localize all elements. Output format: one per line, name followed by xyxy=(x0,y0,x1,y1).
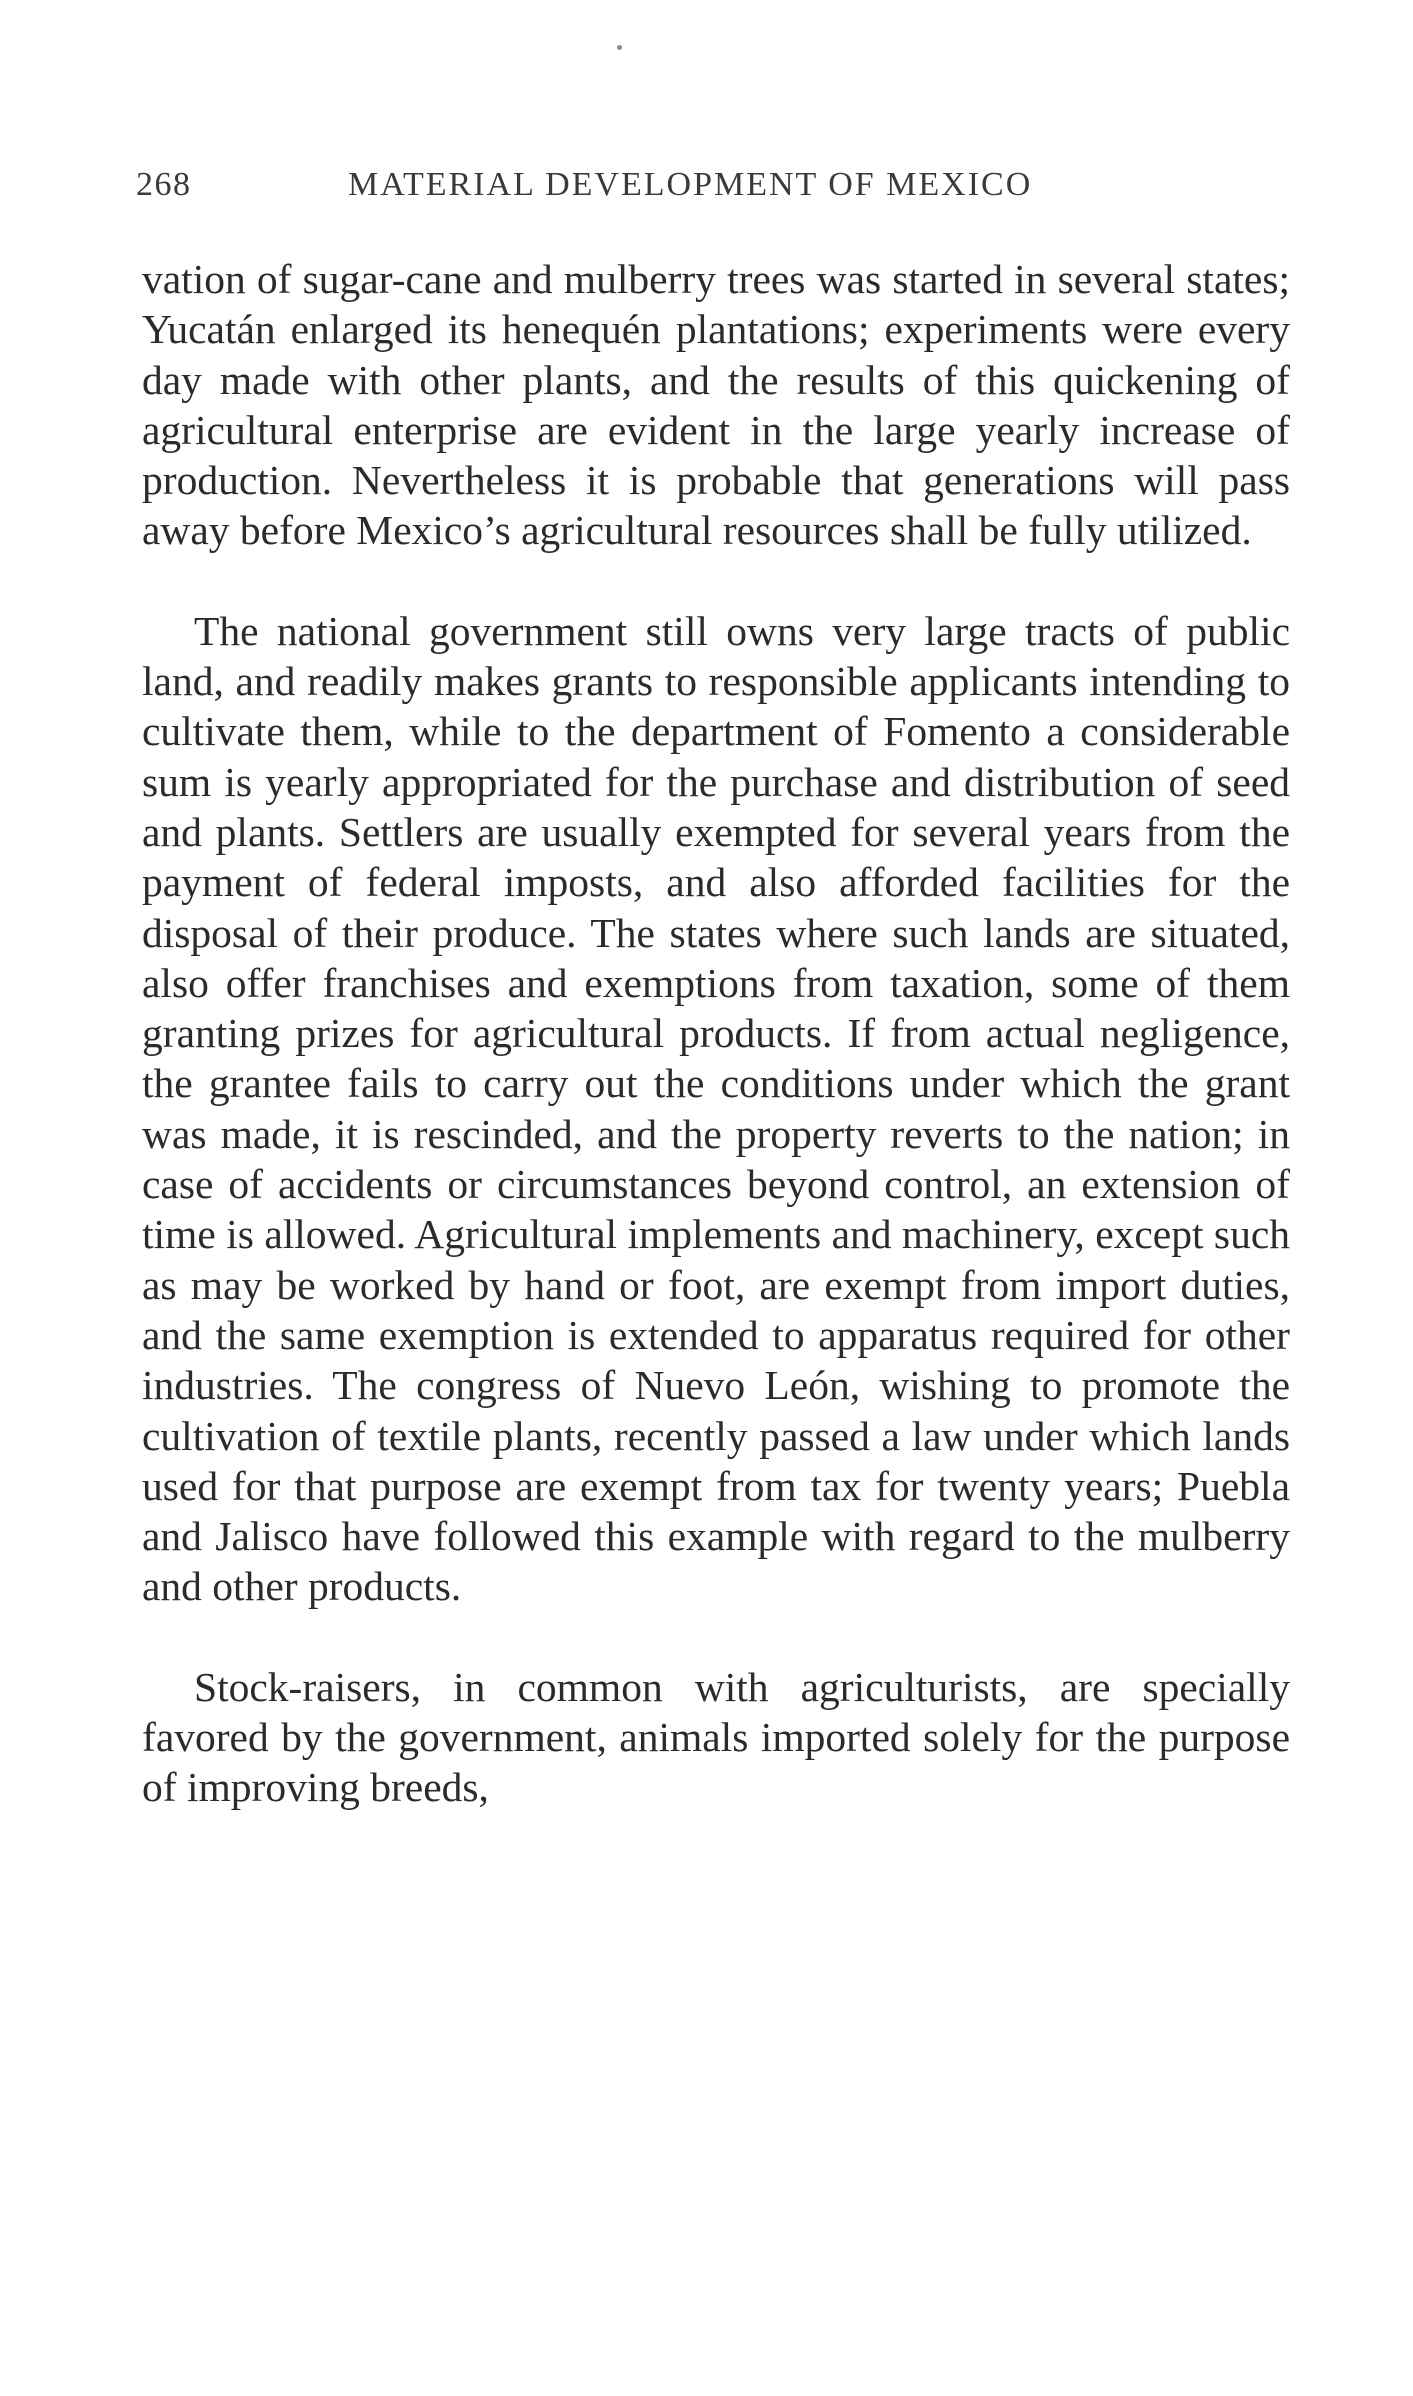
book-title: MATERIAL DEVELOPMENT OF MEXICO xyxy=(348,166,1033,203)
paragraph-stock-raisers: Stock-raisers, in common with agriculturists, are specially favored by the government, animals imported solely for the purpose of improving breeds, xyxy=(142,1663,1290,1811)
page-number: 268 xyxy=(136,166,192,203)
paragraph-public-land: The national government still owns very large tracts of public land, and readily makes grants to responsible applicants intending to cultivate them, while to the department of Fomento a considerable sum is yearly appropriated for the purchase and distribution of seed and plants. Settlers are usually exempted for several years from the payment of federal imposts, and also afforded facilities for the disposal of their produce. The states where such lands are situated, also offer franchises and exemptions from taxation, some of them granting prizes for agricultural products. If from actual negligence, the grantee fails to carry out the conditions under which the grant was made, it is rescinded, and the property reverts to the nation; in case of accidents or circumstances beyond control, an extension of time is allowed. Agricultural implements and machinery, except such as may be worked by hand or foot, are exempt from import duties, and the same exemption is extended to apparatus required for other industries. The congress of Nuevo León, wishing to promote the cultivation of textile plants, recently passed a law under which lands used for that purpose are exempt from tax for twenty years; Puebla and Jalisco have followed this example with regard to the mulberry and other products. xyxy=(142,607,1290,1610)
running-head xyxy=(136,166,1294,214)
paper-speck xyxy=(617,45,622,50)
body-text xyxy=(142,254,1290,1813)
paragraph-continued: vation of sugar-cane and mulberry trees was started in several states; Yucatán enlarged its henequén plantations; experiments were every day made with other plants, and the results of this quickening of agricultural enterprise are evident in the large yearly increase of production. Nevertheless it is probable that generations will pass away before Mexico’s agricultural resources shall be fully utilized. xyxy=(142,256,1290,554)
